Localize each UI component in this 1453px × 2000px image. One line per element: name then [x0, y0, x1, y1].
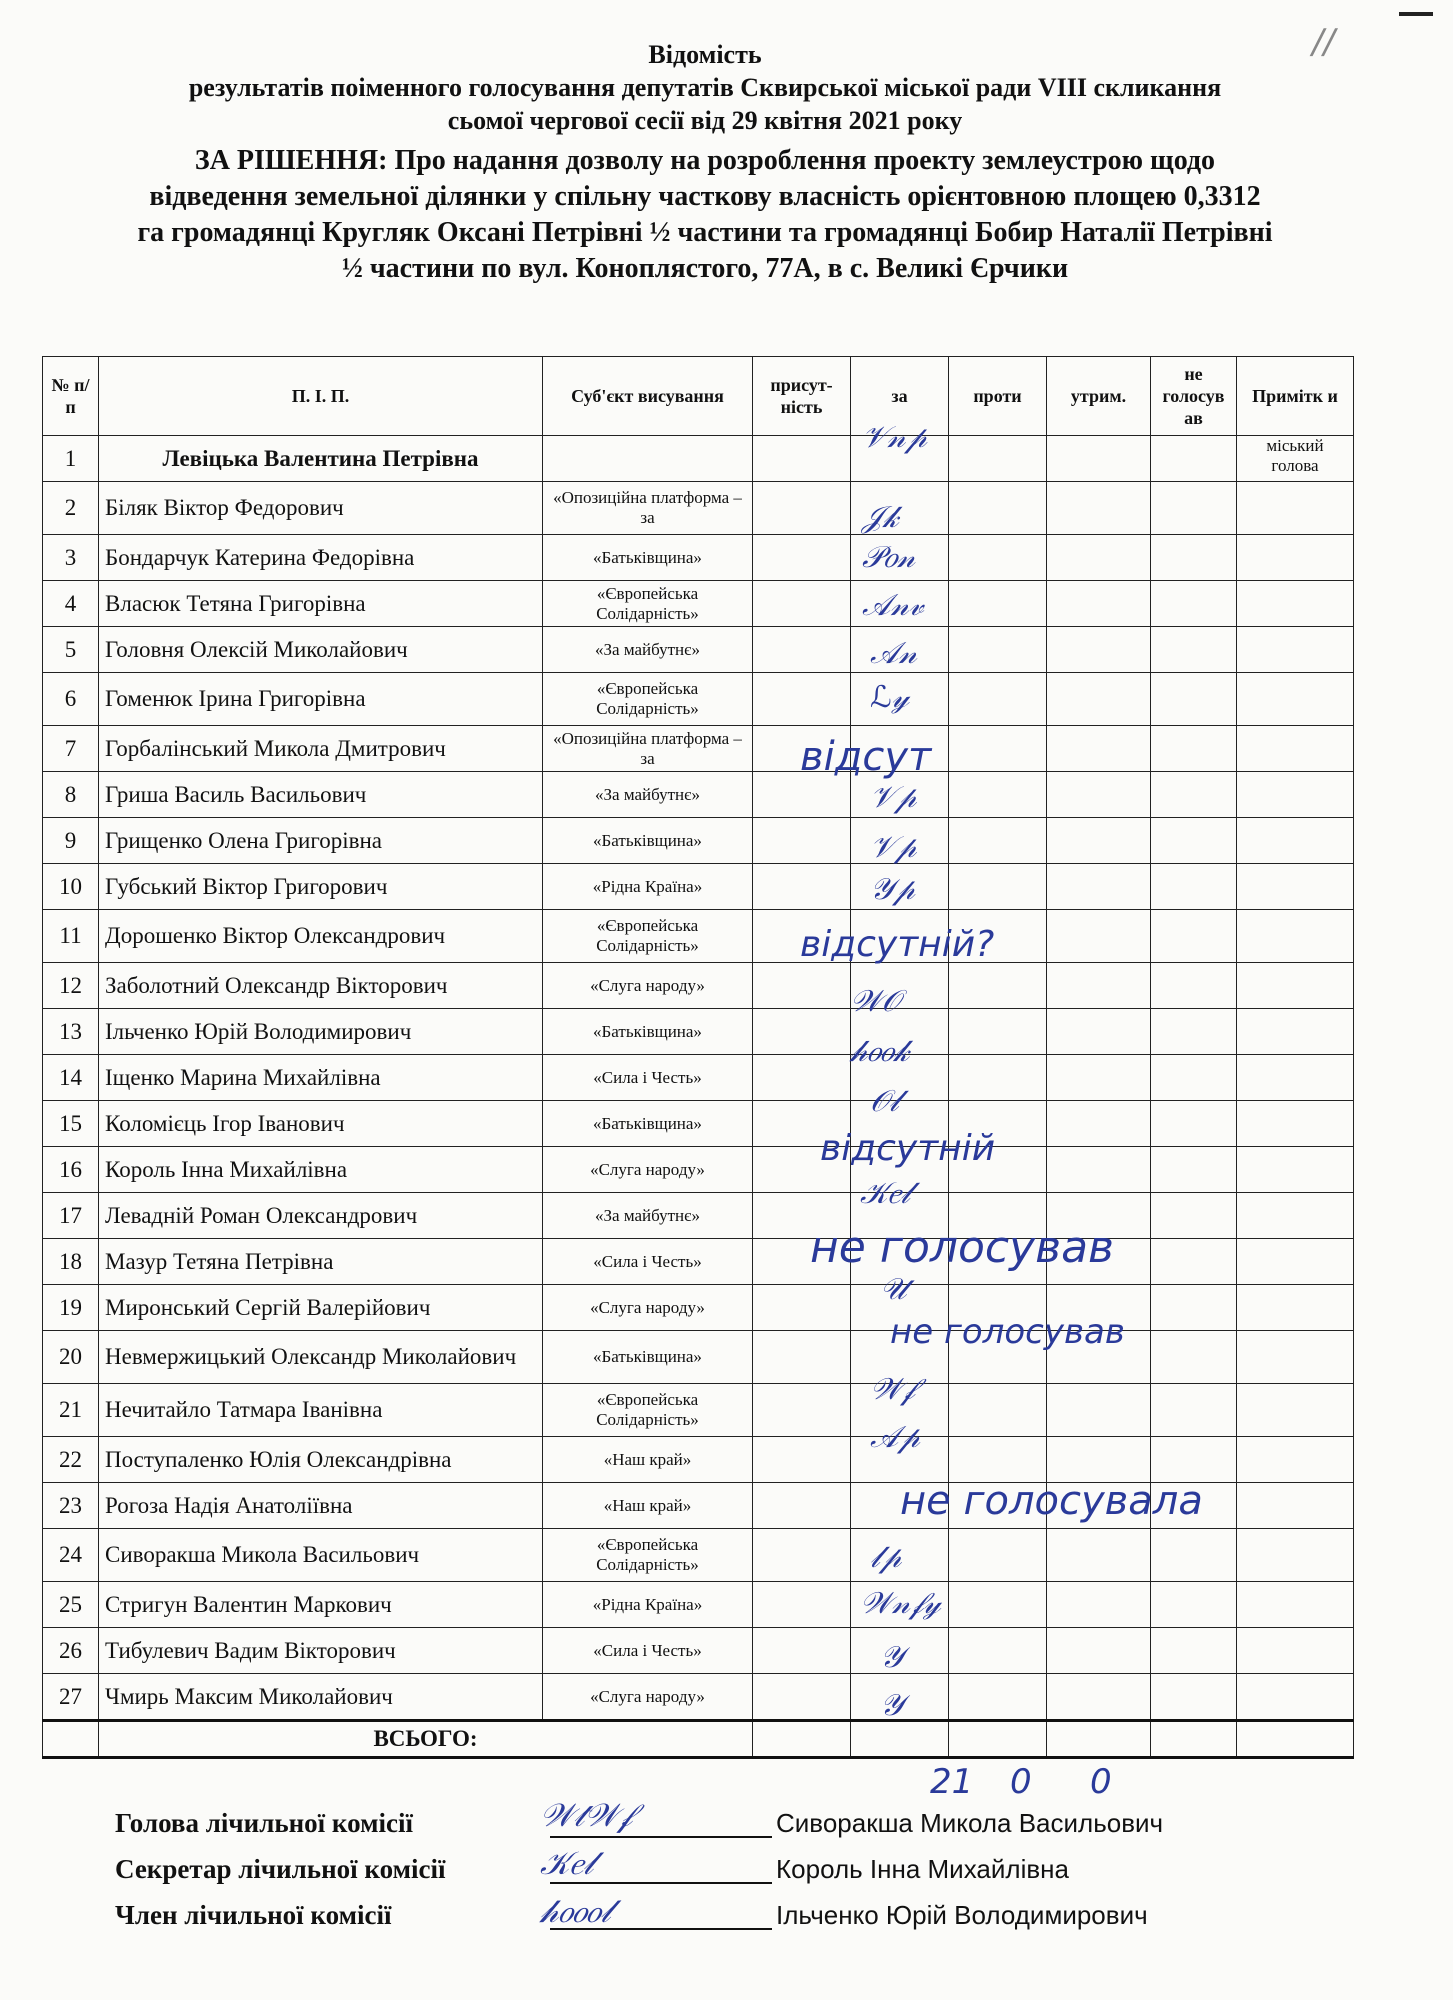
row-not-voted — [1151, 963, 1237, 1009]
table-row — [43, 1628, 1354, 1674]
row-num: 16 — [43, 1147, 99, 1193]
row-note — [1237, 910, 1354, 963]
document-subtitle-1: результатів поіменного голосування депутатів Сквирської міської ради VIII скликання — [188, 73, 1222, 102]
row-num: 24 — [43, 1529, 99, 1582]
row-subject: «Сила і Честь» — [543, 1628, 753, 1674]
row-num: 6 — [43, 673, 99, 726]
handwritten-absent-11: відсутній? — [800, 924, 995, 965]
row-not-voted — [1151, 910, 1237, 963]
row-abstain — [1047, 1009, 1151, 1055]
row-num: 23 — [43, 1483, 99, 1529]
row-note: міський голова — [1237, 436, 1354, 482]
commission-head-label: Голова лічильної комісії — [115, 1808, 413, 1838]
row-note — [1237, 1193, 1354, 1239]
row-num: 13 — [43, 1009, 99, 1055]
col-note-header: Примітк и — [1237, 357, 1354, 436]
row-num: 9 — [43, 818, 99, 864]
row-abstain — [1047, 436, 1151, 482]
row-not-voted — [1151, 1009, 1237, 1055]
row-against — [949, 1529, 1047, 1582]
table-row — [43, 1285, 1354, 1331]
signature-mark: 𝒴𝓅 — [870, 872, 915, 907]
row-name: Грищенко Олена Григорівна — [99, 818, 543, 864]
row-note — [1237, 1239, 1354, 1285]
row-subject: «За майбутнє» — [543, 1193, 753, 1239]
row-subject: «Слуга народу» — [543, 1147, 753, 1193]
row-subject: «Опозиційна платформа – за — [543, 726, 753, 772]
row-abstain — [1047, 963, 1151, 1009]
decision-line-1: ЗА РІШЕННЯ: Про надання дозволу на розроблення проекту землеустрою щодо — [194, 145, 1216, 176]
row-num: 14 — [43, 1055, 99, 1101]
row-abstain — [1047, 535, 1151, 581]
row-present — [753, 963, 851, 1009]
row-num: 26 — [43, 1628, 99, 1674]
signature-mark: 𝒜𝓅 — [870, 1420, 920, 1455]
row-present — [753, 1437, 851, 1483]
table-row — [43, 581, 1354, 627]
row-against — [949, 436, 1047, 482]
row-not-voted — [1151, 1437, 1237, 1483]
row-against — [949, 673, 1047, 726]
row-note — [1237, 535, 1354, 581]
signature-mark: 𝒲𝒪 — [850, 984, 901, 1019]
row-not-voted — [1151, 535, 1237, 581]
row-not-voted — [1151, 581, 1237, 627]
table-row — [43, 1193, 1354, 1239]
row-not-voted — [1151, 1147, 1237, 1193]
table-row — [43, 963, 1354, 1009]
row-note — [1237, 1582, 1354, 1628]
row-num: 21 — [43, 1384, 99, 1437]
row-not-voted — [1151, 726, 1237, 772]
row-against — [949, 482, 1047, 535]
row-not-voted — [1151, 1529, 1237, 1582]
signature-mark: 𝒱𝓃𝓅 — [862, 420, 927, 455]
row-name: Губський Віктор Григорович — [99, 864, 543, 910]
row-subject: «Європейська Солідарність» — [543, 1384, 753, 1437]
row-present — [753, 1628, 851, 1674]
table-row — [43, 627, 1354, 673]
col-num-header: № п/п — [43, 357, 99, 436]
signature-mark: 𝒱𝓅 — [870, 780, 917, 815]
document-subtitle-2: сьомої чергової сесії від 29 квітня 2021 року — [447, 106, 963, 135]
row-num: 20 — [43, 1331, 99, 1384]
handwritten-not-voted-22: не голосувала — [900, 1478, 1203, 1524]
row-num: 12 — [43, 963, 99, 1009]
row-abstain — [1047, 726, 1151, 772]
row-abstain — [1047, 1101, 1151, 1147]
signature-mark: 𝒴 — [880, 1688, 904, 1723]
col-for-header: за — [851, 357, 949, 436]
col-against-header: проти — [949, 357, 1047, 436]
row-num: 7 — [43, 726, 99, 772]
row-note — [1237, 818, 1354, 864]
row-present — [753, 535, 851, 581]
row-name: Сиворакша Микола Васильович — [99, 1529, 543, 1582]
row-abstain — [1047, 1529, 1151, 1582]
row-subject: «Сила і Честь» — [543, 1239, 753, 1285]
row-subject: «Наш край» — [543, 1437, 753, 1483]
signature-mark: 𝒴 — [880, 1640, 904, 1675]
signature-mark: 𝓁𝓅 — [870, 1540, 902, 1575]
row-present — [753, 1009, 851, 1055]
signature-mark: 𝒜𝓃𝓋 — [862, 588, 924, 623]
col-abstain-header: утрим. — [1047, 357, 1151, 436]
row-note — [1237, 1331, 1354, 1384]
row-subject: «Батьківщина» — [543, 1101, 753, 1147]
row-not-voted — [1151, 627, 1237, 673]
voting-table — [42, 356, 1354, 1759]
signature-mark: 𝒥𝓀 — [862, 500, 899, 535]
row-subject: «Наш край» — [543, 1483, 753, 1529]
row-not-voted — [1151, 482, 1237, 535]
row-against — [949, 535, 1047, 581]
row-abstain — [1047, 1384, 1151, 1437]
row-present — [753, 864, 851, 910]
row-abstain — [1047, 1674, 1151, 1721]
row-note — [1237, 963, 1354, 1009]
table-row — [43, 535, 1354, 581]
row-against — [949, 1437, 1047, 1483]
row-note — [1237, 1674, 1354, 1721]
row-name: Нечитайло Татмара Іванівна — [99, 1384, 543, 1437]
table-row — [43, 910, 1354, 963]
table-row — [43, 1437, 1354, 1483]
row-subject — [543, 436, 753, 482]
handwritten-absent-7: відсут — [800, 734, 932, 780]
row-abstain — [1047, 1055, 1151, 1101]
row-present — [753, 1384, 851, 1437]
table-row — [43, 1101, 1354, 1147]
row-abstain — [1047, 864, 1151, 910]
row-subject: «Сила і Честь» — [543, 1055, 753, 1101]
row-against — [949, 581, 1047, 627]
row-note — [1237, 726, 1354, 772]
row-note — [1237, 1101, 1354, 1147]
row-subject: «Батьківщина» — [543, 1009, 753, 1055]
table-row — [43, 1529, 1354, 1582]
row-num: 8 — [43, 772, 99, 818]
row-note — [1237, 1437, 1354, 1483]
row-abstain — [1047, 673, 1151, 726]
decision-line-3: га громадянці Кругляк Оксані Петрівні ½ частини та громадянці Бобир Наталії Петрівні — [137, 217, 1273, 248]
row-num: 10 — [43, 864, 99, 910]
signature-mark: 𝒲𝒻 — [870, 1372, 915, 1407]
row-note — [1237, 581, 1354, 627]
table-row — [43, 1384, 1354, 1437]
handwritten-absent-15: відсутній — [820, 1128, 996, 1169]
row-against — [949, 1009, 1047, 1055]
commission-labels — [115, 1800, 445, 1938]
row-subject: «Батьківщина» — [543, 1331, 753, 1384]
row-not-voted — [1151, 673, 1237, 726]
signature-mark: 𝒦𝑒𝓁 — [860, 1176, 911, 1211]
row-num: 15 — [43, 1101, 99, 1147]
row-note — [1237, 673, 1354, 726]
handwritten-not-voted-17: не голосував — [810, 1222, 1114, 1273]
row-against — [949, 1582, 1047, 1628]
table-row — [43, 1055, 1354, 1101]
commission-member-label: Член лічильної комісії — [115, 1900, 392, 1930]
row-against — [949, 726, 1047, 772]
col-not-voted-header: не голосув ав — [1151, 357, 1237, 436]
signature-mark: 𝒪𝓁 — [870, 1084, 899, 1119]
table-header-row — [43, 357, 1354, 436]
row-name: Рогоза Надія Анатоліївна — [99, 1483, 543, 1529]
row-subject: «Опозиційна платформа – за — [543, 482, 753, 535]
row-against — [949, 1384, 1047, 1437]
row-present — [753, 1582, 851, 1628]
row-abstain — [1047, 1628, 1151, 1674]
row-name: Мазур Тетяна Петрівна — [99, 1239, 543, 1285]
row-not-voted — [1151, 1193, 1237, 1239]
row-not-voted — [1151, 436, 1237, 482]
table-row — [43, 1674, 1354, 1721]
row-num: 17 — [43, 1193, 99, 1239]
signature-mark: 𝒦𝑒𝓁 — [540, 1844, 594, 1882]
row-abstain — [1047, 627, 1151, 673]
row-subject: «Європейська Солідарність» — [543, 1529, 753, 1582]
row-not-voted — [1151, 1628, 1237, 1674]
document-title: Відомість — [648, 40, 762, 69]
row-against — [949, 1628, 1047, 1674]
row-num: 27 — [43, 1674, 99, 1721]
row-not-voted — [1151, 1384, 1237, 1437]
row-abstain — [1047, 772, 1151, 818]
row-name: Гоменюк Ірина Григорівна — [99, 673, 543, 726]
row-name: Миронський Сергій Валерійович — [99, 1285, 543, 1331]
row-abstain — [1047, 482, 1151, 535]
row-num: 19 — [43, 1285, 99, 1331]
row-name: Ільченко Юрій Володимирович — [99, 1009, 543, 1055]
row-name: Гриша Василь Васильович — [99, 772, 543, 818]
row-abstain — [1047, 1147, 1151, 1193]
row-name: Головня Олексій Миколайович — [99, 627, 543, 673]
row-abstain — [1047, 910, 1151, 963]
row-against — [949, 818, 1047, 864]
row-subject: «Батьківщина» — [543, 535, 753, 581]
row-abstain — [1047, 1582, 1151, 1628]
row-not-voted — [1151, 1055, 1237, 1101]
row-name: Король Інна Михайлівна — [99, 1147, 543, 1193]
table-row — [43, 1582, 1354, 1628]
signature-mark: 𝒱𝓅 — [870, 830, 917, 865]
total-against-value: 0 — [1010, 1762, 1032, 1802]
row-name: Невмержицький Олександр Миколайович — [99, 1331, 543, 1384]
col-subject-header: Суб'єкт висування — [543, 357, 753, 436]
row-present — [753, 1674, 851, 1721]
row-present — [753, 436, 851, 482]
row-present — [753, 1055, 851, 1101]
total-row — [43, 1721, 1354, 1758]
total-label: ВСЬОГО: — [99, 1721, 753, 1758]
signature-mark: 𝒲𝓉𝒲𝒻 — [540, 1796, 633, 1834]
row-present — [753, 1331, 851, 1384]
decision-line-4: ½ частини по вул. Коноплястого, 77А, в с. Великі Єрчики — [341, 253, 1069, 284]
row-name: Біляк Віктор Федорович — [99, 482, 543, 535]
row-name: Власюк Тетяна Григорівна — [99, 581, 543, 627]
decision-text — [40, 143, 1370, 287]
row-against — [949, 864, 1047, 910]
row-num: 4 — [43, 581, 99, 627]
row-num: 2 — [43, 482, 99, 535]
row-note — [1237, 1483, 1354, 1529]
document-header — [40, 38, 1370, 287]
row-subject: «Європейська Солідарність» — [543, 673, 753, 726]
row-name: Заболотний Олександр Вікторович — [99, 963, 543, 1009]
row-subject: «Слуга народу» — [543, 963, 753, 1009]
table-row — [43, 726, 1354, 772]
table-row — [43, 673, 1354, 726]
commission-secretary-label: Секретар лічильної комісії — [115, 1854, 446, 1884]
row-against — [949, 1055, 1047, 1101]
row-present — [753, 818, 851, 864]
table-row — [43, 772, 1354, 818]
row-abstain — [1047, 1437, 1151, 1483]
signature-mark: 𝒰 — [880, 1272, 907, 1307]
row-subject: «За майбутнє» — [543, 772, 753, 818]
row-note — [1237, 772, 1354, 818]
row-subject: «Європейська Солідарність» — [543, 910, 753, 963]
row-note — [1237, 1384, 1354, 1437]
handwritten-not-voted-19: не голосував — [890, 1312, 1125, 1352]
table-row — [43, 1009, 1354, 1055]
row-note — [1237, 482, 1354, 535]
row-subject: «Рідна Країна» — [543, 1582, 753, 1628]
row-not-voted — [1151, 1101, 1237, 1147]
row-name: Дорошенко Віктор Олександрович — [99, 910, 543, 963]
row-note — [1237, 1009, 1354, 1055]
row-present — [753, 482, 851, 535]
row-name: Левіцька Валентина Петрівна — [99, 436, 543, 482]
row-num: 3 — [43, 535, 99, 581]
row-name: Горбалінський Микола Дмитрович — [99, 726, 543, 772]
signature-mark: ℒ𝓎 — [870, 680, 910, 715]
row-not-voted — [1151, 818, 1237, 864]
row-num: 25 — [43, 1582, 99, 1628]
commission-member-name: Ільченко Юрій Володимирович — [776, 1900, 1148, 1930]
row-num: 11 — [43, 910, 99, 963]
row-subject: «Рідна Країна» — [543, 864, 753, 910]
row-not-voted — [1151, 864, 1237, 910]
row-present — [753, 581, 851, 627]
row-note — [1237, 1055, 1354, 1101]
row-num: 1 — [43, 436, 99, 482]
row-not-voted — [1151, 1285, 1237, 1331]
row-note — [1237, 627, 1354, 673]
row-note — [1237, 1285, 1354, 1331]
row-against — [949, 1674, 1047, 1721]
row-against — [949, 772, 1047, 818]
col-name-header: П. І. П. — [99, 357, 543, 436]
row-name: Бондарчук Катерина Федорівна — [99, 535, 543, 581]
row-num: 18 — [43, 1239, 99, 1285]
commission-head-name: Сиворакша Микола Васильович — [776, 1808, 1164, 1838]
row-present — [753, 1483, 851, 1529]
row-present — [753, 1285, 851, 1331]
signature-mark: 𝒜𝓃 — [870, 636, 917, 671]
table-row — [43, 1147, 1354, 1193]
row-against — [949, 963, 1047, 1009]
signature-line — [550, 1836, 772, 1838]
corner-mark — [1399, 12, 1433, 16]
row-subject: «Слуга народу» — [543, 1674, 753, 1721]
row-name: Коломієць Ігор Іванович — [99, 1101, 543, 1147]
signature-mark: 𝒫𝑜𝓃 — [862, 540, 916, 575]
row-not-voted — [1151, 1674, 1237, 1721]
table-row — [43, 436, 1354, 482]
signature-mark: 𝒲𝓃𝒻𝓎 — [860, 1586, 941, 1621]
row-name: Поступаленко Юлія Олександрівна — [99, 1437, 543, 1483]
row-name: Чмирь Максим Миколайович — [99, 1674, 543, 1721]
table-row — [43, 482, 1354, 535]
commission-names — [776, 1800, 1163, 1938]
row-name: Стригун Валентин Маркович — [99, 1582, 543, 1628]
margin-scribble: ∕∕ — [1312, 22, 1335, 62]
table-row — [43, 1239, 1354, 1285]
row-note — [1237, 1147, 1354, 1193]
row-against — [949, 627, 1047, 673]
row-not-voted — [1151, 772, 1237, 818]
row-present — [753, 627, 851, 673]
row-name: Тибулевич Вадим Вікторович — [99, 1628, 543, 1674]
table-row — [43, 818, 1354, 864]
total-for-value: 21 — [930, 1762, 974, 1802]
signature-mark: 𝒽𝑜𝑜𝑜𝓁 — [540, 1892, 611, 1930]
row-num: 5 — [43, 627, 99, 673]
row-name: Іщенко Марина Михайлівна — [99, 1055, 543, 1101]
row-name: Левадній Роман Олександрович — [99, 1193, 543, 1239]
row-note — [1237, 1628, 1354, 1674]
row-abstain — [1047, 581, 1151, 627]
row-num: 22 — [43, 1437, 99, 1483]
row-note — [1237, 1529, 1354, 1582]
commission-secretary-name: Король Інна Михайлівна — [776, 1854, 1069, 1884]
row-abstain — [1047, 818, 1151, 864]
table-row — [43, 864, 1354, 910]
signature-mark: 𝒽𝑜𝑜𝓀 — [850, 1034, 910, 1069]
row-subject: «За майбутнє» — [543, 627, 753, 673]
row-not-voted — [1151, 1582, 1237, 1628]
row-present — [753, 673, 851, 726]
row-note — [1237, 864, 1354, 910]
row-not-voted — [1151, 1331, 1237, 1384]
row-not-voted — [1151, 1239, 1237, 1285]
row-present — [753, 1529, 851, 1582]
row-subject: «Слуга народу» — [543, 1285, 753, 1331]
decision-line-2: відведення земельної ділянки у спільну часткову власність орієнтовною площею 0,3312 — [149, 181, 1261, 212]
table-row — [43, 1331, 1354, 1384]
total-abstain-value: 0 — [1090, 1762, 1112, 1802]
row-subject: «Батьківщина» — [543, 818, 753, 864]
col-present-header: присут-ність — [753, 357, 851, 436]
row-subject: «Європейська Солідарність» — [543, 581, 753, 627]
